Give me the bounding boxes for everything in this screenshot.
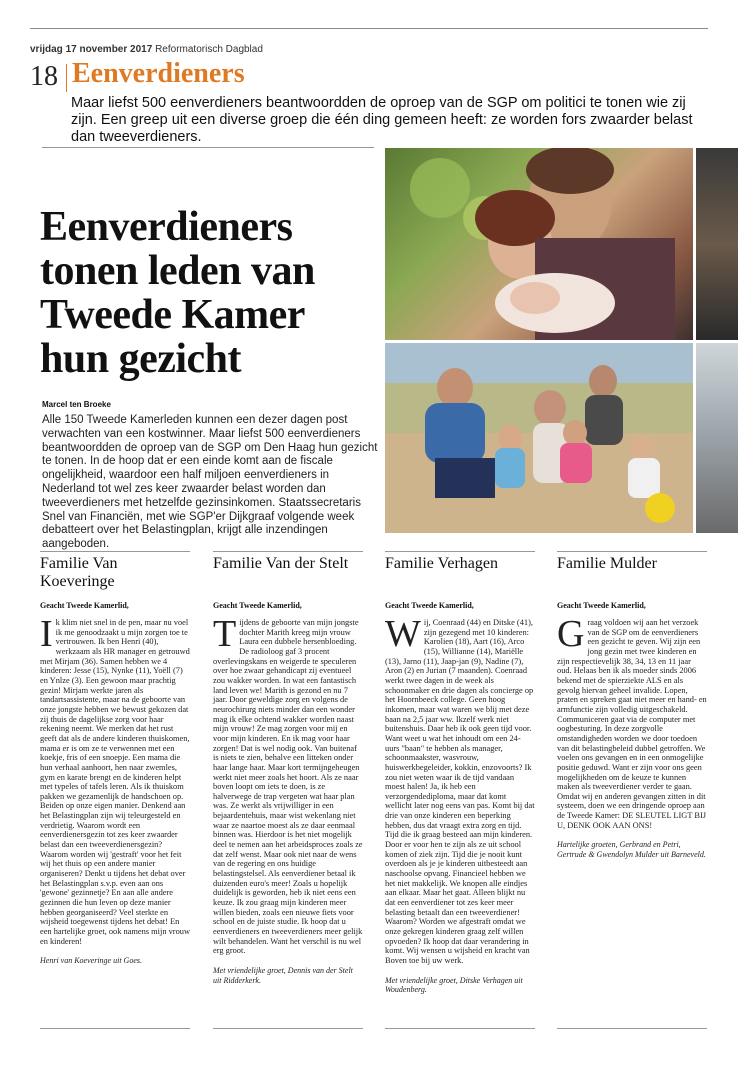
dateline	[30, 44, 263, 55]
article-byline: Marcel ten Broeke	[42, 400, 111, 409]
letter-salutation: Geacht Tweede Kamerlid,	[213, 601, 302, 610]
top-rule	[30, 28, 708, 29]
issue-date: vrijdag 17 november 2017	[30, 44, 153, 55]
drop-cap: W	[385, 613, 421, 655]
letter-column-verhagen	[385, 555, 535, 995]
letter-salutation: Geacht Tweede Kamerlid,	[557, 601, 646, 610]
column-bottom-rule	[213, 1028, 363, 1029]
letter-text: k klim niet snel in de pen, maar nu voel ik me genoodzaakt u mijn zorgen toe te vertrouwen. Ik ben Henri (40), werkzaam als HR manager en getrouwd met Mirjam (36). Samen hebben we 4 kinderen: Jesse (15), Nynke (11), Yoëll (7) en Ynlze (3). Een gewoon maar prachtig gezin! Mirjam werkte jaren als tandartsassistente, maar na de geboorte van onze jongste hebben we bewust gekozen dat zij thuis de dagelijkse zorg voor haar rekening neemt. We merken dat het rust geeft dat als de andere kinderen thuiskomen, mama er is om ze te verwennen met een koekje, fris of een snoepje. Een mama die hun verhaal aanhoort, hen naar zwemles, gym en karate brengt en de kinderen helpt met typeles of tafels leren. Als ik thuiskom pakken we gezamenlijk de handschoen op. Beiden op onze eigen manier. Denkend aan het Belastingplan zijn wij teleurgesteld en verdrietig. Waarom wordt een eenverdienersgezin tot zes keer zwaarder belast dan een tweeverdienersgezin? Waarom worden wij 'gestraft' voor het feit wij het thuis op een andere manier organiseren? Denkt u tijdens het debat over het Belastingplan s.v.p. even aan ons 'gewone' gezinnetje? En aan alle andere gezinnen die hun leven op deze manier hebben georganiseerd? Veel sterkte en wijsheid toegewenst tijdens het debat! En een hartelijke groet, ook namens mijn vrouw en kinderen!	[40, 618, 191, 946]
letter-column-van-koeveringe	[40, 555, 190, 966]
column-top-rule	[213, 551, 363, 552]
photo-parents-baby-illustration	[385, 148, 693, 340]
letter-signature: Met vriendelijke groet, Dennis van der Stelt uit Ridderkerk.	[213, 965, 353, 985]
section-intro: Maar liefst 500 eenverdieners beantwoordden de oproep van de SGP om politici te tonen wie zij zijn. Een greep uit een diverse groep die één ding gemeen heeft: ze worden fors zwaarder belast dan tweeverdieners.	[71, 95, 693, 145]
letter-text: ijdens de geboorte van mijn jongste dochter Marith kreeg mijn vrouw Laura een dubbele hersenbloeding. De radioloog gaf 3 procent overlevingskans en weigerde te speculeren over hoe zwaar gehandicapt zij eventueel zou wakker worden. In wat een fantastisch land leven we! Marith is gezond en nu 7 jaar. Door geweldige zorg en volgens de neurochirurg niets minder dan een wonder mag ik elke ochtend wakker worden naast mijn vrouw! Ze mag zorgen voor mij en voor mijn kinderen. En ik mag voor haar zorgen! Dat is wel nodig ook. Van buitenaf is niets te zien, behalve een litteken onder haar lange haar. Maar kort termijngeheugen werkt niet meer zoals het hoort. Als ze naar boven loopt om iets te doen, is ze halverwege de trap vergeten wat haar plan was. Ze werkt als vrijwilliger in een bejaardentehuis, maar wist wekenlang niet waar ze naartoe moest als ze daar eenmaal binnen was. Hierdoor is het niet mogelijk deel te nemen aan het arbeidsproces zoals ze dat zelf wenst. Maar ook niet naar de wens van de regering en ons huidige belastingstelsel. Als eenverdiener betaal ik duizenden euro's meer! Zoals u hopelijk duidelijk is geworden, heb ik niet eens een keuze. Ik zou graag mijn kinderen meer willen bieden, zoals een nieuwe fiets voor school en de juiste studie. Ik hoop dat u eenverdieners en tweeverdieners meer gelijk wilt behandelen. Want het verschil is nu wel erg groot.	[213, 618, 363, 956]
family-photo-strip-bottom	[696, 343, 738, 533]
letter-column-mulder	[557, 555, 707, 860]
letter-signature: Henri van Koeveringe uit Goes.	[40, 956, 142, 966]
column-bottom-rule	[40, 1028, 190, 1029]
family-photo-strip-top	[696, 148, 738, 340]
drop-cap: G	[557, 613, 585, 655]
article-headline: Eenverdieners tonen leden van Tweede Kamer hun gezicht	[40, 204, 315, 382]
family-photo-beach	[385, 343, 693, 533]
letter-salutation: Geacht Tweede Kamerlid,	[40, 601, 129, 610]
family-photo-parents-baby	[385, 148, 693, 340]
drop-cap: T	[213, 613, 237, 655]
column-bottom-rule	[557, 1028, 707, 1029]
page-divider	[66, 64, 67, 92]
column-top-rule	[557, 551, 707, 552]
letter-column-van-der-stelt	[213, 555, 363, 985]
letter-signature: Met vriendelijke groet, Ditske Verhagen uit Woudenberg.	[385, 975, 523, 995]
column-bottom-rule	[385, 1028, 535, 1029]
headline-rule	[42, 147, 374, 148]
letter-body	[213, 613, 363, 956]
letter-body	[385, 613, 535, 966]
letter-signature: Hartelijke groeten, Gerbrand en Petri, Gertrude & Gwendolyn Mulder uit Barneveld.	[557, 840, 706, 860]
letter-body	[40, 613, 191, 946]
photo-beach-illustration	[385, 343, 693, 533]
letter-family-name: Familie Mulder	[557, 555, 657, 572]
letter-family-name: Familie Van der Stelt	[213, 555, 349, 572]
drop-cap: I	[40, 613, 53, 655]
letter-salutation: Geacht Tweede Kamerlid,	[385, 601, 474, 610]
section-title: Eenverdieners	[72, 58, 245, 89]
letter-text: raag voldoen wij aan het verzoek van de SGP om de eenverdieners een gezicht te geven. Wij zijn een jong gezin met twee kinderen en zijn respectievelijk 38, 34, 13 en 11 jaar oud. Helaas ben ik als moeder sinds 2006 bekend met de spierziekte ALS en als gevolg hiervan geheel invalide. Lopen, praten en spreken gaat niet meer en hand- en armfunctie zijn volledig uitgeschakeld. Communiceren gaat via de computer met oogbesturing. In deze zorgvolle omstandigheden worden we door toedoen van dit belastingbeleid dubbel getroffen. We voelen ons gevangen en in een onmogelijke positie geduwd. Want er zijn voor ons geen mogelijkheden om de keuze te kunnen maken als tweeverdiener verder te gaan. Omdat wij en anderen gevangen zitten in dit systeem, doen we een dringende oproep aan de Tweede Kamer: DE SLEUTEL LIGT BIJ U, DENK OOK AAN ONS!	[557, 618, 707, 830]
page-number: 18	[30, 61, 58, 92]
article-lead: Alle 150 Tweede Kamerleden kunnen een dezer dagen post verwachten van een kostwinner. Maar liefst 500 eenverdieners beantwoordden de oproep van de SGP om Den Haag hun gezicht te tonen. In de hoop dat er een einde komt aan de fiscale ongelijkheid, waardoor een half miljoen eenverdieners in Nederland tot wel zes keer zwaarder belast worden dan tweeverdieners met hetzelfde gezinsinkomen. Staatssecretaris Snel van Financiën, met wie SGP'er Dijkgraaf volgende week debatteert over het Belastingplan, krijgt alle inzendingen aangeboden.	[42, 414, 378, 551]
letter-family-name: Familie Verhagen	[385, 555, 499, 572]
letter-family-name: Familie Van Koeveringe	[40, 555, 118, 590]
letter-body	[557, 613, 707, 830]
column-top-rule	[40, 551, 190, 552]
column-top-rule	[385, 551, 535, 552]
paper-name: Reformatorisch Dagblad	[155, 44, 263, 55]
letter-text: ij, Coenraad (44) en Ditske (41), zijn gezegend met 10 kinderen: Karolien (18), Aart (16), Arco (15), Willianne (14), Mariëlle (13), Jarno (11), Jaap-jan (9), Nadine (7), Aron (2) en Jurian (7 maanden). Coenraad werkt twee dagen in de week als schoonmaker en drie dagen als concierge op het Hoornbeeck college. Geen hoog inkomen, maar wat waren we blij met deze baan na 2,5 jaar ww. Ikzelf werk niet buitenshuis. Daar heb ik ook geen tijd voor. Want weet u wat het inhoudt om een 24-uurs "baan" te hebben als manager, schoonmaakster, wasvrouw, huiswerkbegeleider, kokkin, enzovoorts? Ik zou niet weten waar ik de tijd vandaan moest halen! Ja, ik heb een verzorgendediploma, maar dat komt wellicht later nog eens van pas. Komt bij dat drie van onze kinderen een beperking hebben, dus dat vraagt extra zorg en tijd. Tijd die ik graag besteed aan mijn kinderen. Door er voor hen te zijn als ze uit school komen of ziek zijn. Tijd die je nooit kunt overdoen als je je kinderen uitbesteedt aan naschoolse opvang. Financieel hebben we het niet makkelijk. We knopen alle eindjes aan elkaar. Maar het gaat. Alleen blijkt nu dat een eenverdiener tot zes keer meer belasting betaalt dan een tweeverdiener! Waarom? Worden we afgestraft omdat we onze gekregen kinderen graag zelf willen opvoeden? Ik hoop dat daar verandering in komt. Wij wensen u wijsheid en kracht van Boven toe bij uw werk.	[385, 618, 535, 965]
